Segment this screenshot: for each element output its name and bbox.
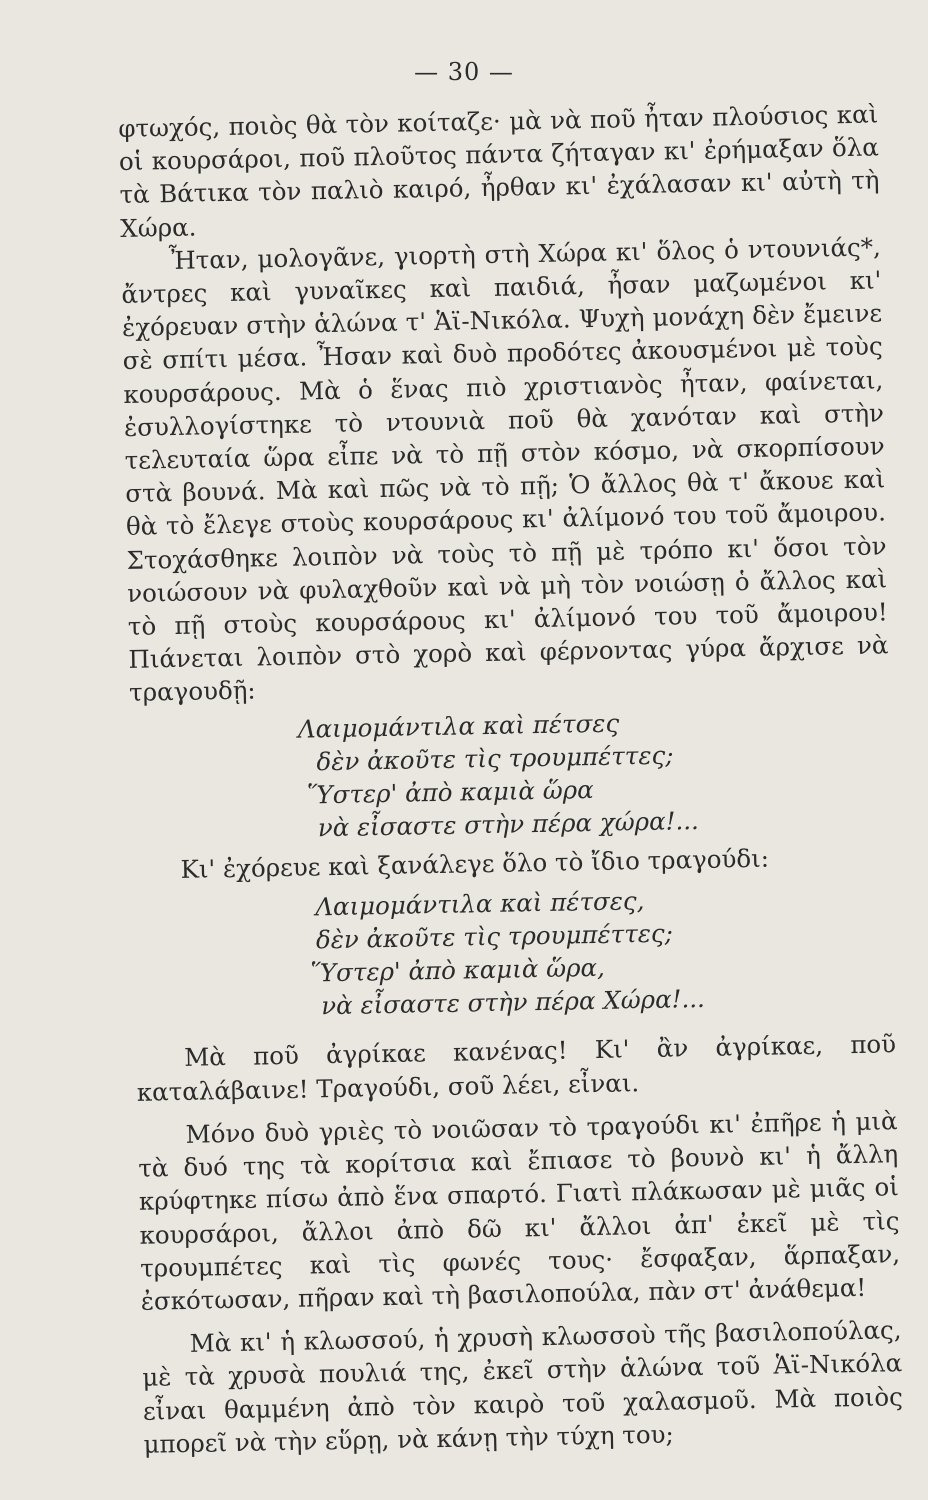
verse-line: νὰ εἶσαστε στὴν πέρα Χώρα!... <box>320 984 706 1021</box>
verse-line: δὲν ἀκοῦτε τὶς τρουμπέττες; <box>316 740 674 777</box>
paragraph-5: Μόνο δυὸ γριὲς τὸ νοιῶσαν τὸ τραγούδι κι' ἐπῆρε ἡ μιὰ τὰ δυό της τὰ κορίτσια καὶ ἔπιασε τὸ βουνὸ κι' ἡ ἄλλη κρύφτηκε πίσω ἀπὸ ἕνα σπαρτό. Γιατὶ πλάκωσαν μὲ μιᾶς οἱ κουρσάροι, ἄλλοι ἀπὸ δῶ κι' ἄλλοι ἀπ' ἐκεῖ μὲ τὶς τρουμπέτες καὶ τὶς φωνές τους· ἔσφαξαν, ἅρπαξαν, ἐσκότωσαν, πῆραν καὶ τὴ βασιλοπούλα, πὰν στ' ἀνάθεμα! <box>138 1106 901 1316</box>
song-verse-1 <box>130 701 892 848</box>
paragraph-2: Ἦταν, μολογᾶνε, γιορτὴ στὴ Χώρα κι' ὅλος ὁ ντουνιάς*, ἄντρες καὶ γυναῖκες καὶ παιδιά, ἦσαν μαζωμένοι κι' ἐχόρευαν στὴν ἁλώνα τ' Ἁϊ-Νικόλα. Ψυχὴ μονάχη δὲν ἔμεινε σὲ σπίτι μέσα. Ἦσαν καὶ δυὸ προδότες ἀκουσμένοι μὲ τοὺς κουρσάρους. Μὰ ὁ ἕνας πιὸ χριστιανὸς ἦταν, φαίνεται, ἐσυλλογίστηκε τὸ ντουνιὰ ποῦ θὰ χανόταν καὶ στὴν τελευταία ὥρα εἶπε νὰ τὸ πῇ στὸν κόσμο, νὰ σκορπίσουν στὰ βουνά. Μὰ καὶ πῶς νὰ τὸ πῇ; Ὁ ἄλλος θὰ τ' ἄκουε καὶ θὰ τὸ ἔλεγε στοὺς κουρσάρους κι' ἀλίμονό του τοῦ ἄμοιρου. Στοχάσθηκε λοιπὸν νὰ τοὺς τὸ πῇ μὲ τρόπο κι' ὅσοι τὸν νοιώσουν νὰ φυλαχθοῦν καὶ νὰ μὴ τὸν νοιώσῃ ὁ ἄλλος καὶ τὸ πῇ στοὺς κουρσάρους κι' ἀλίμονό του τοῦ ἄμοιρου! Πιάνεται λοιπὸν στὸ χορὸ καὶ φέρνοντας γύρα ἄρχισε νὰ τραγουδῇ: <box>121 232 889 708</box>
page-number: — 30 — <box>414 58 514 86</box>
paragraph-1: φτωχός, ποιὸς θὰ τὸν κοίταζε· μὰ νὰ ποῦ ἦταν πλούσιος καὶ οἱ κουρσάροι, ποῦ πλοῦτος πάντα ζήταγαν κι' ἐρήμαξαν ὅλα τὰ Βάτικα τὸν παλιὸ καιρό, ἦρθαν κι' ἐχάλασαν κι' αὐτὴ τὴ Χώρα. <box>118 99 880 243</box>
verse-line: Ὕστερ' ἀπὸ καμιὰ ὥρα <box>306 775 594 810</box>
page-text <box>118 97 904 1460</box>
verse-line: Ὕστερ' ἀπὸ καμιὰ ὥρα, <box>310 952 606 988</box>
paragraph-6: Μὰ κι' ἡ κλωσσού, ἡ χρυσὴ κλωσσοὺ τῆς βασιλοπούλας, μὲ τὰ χρυσὰ πουλιά της, ἐκεῖ στὴν ἁλώνα τοῦ Ἁϊ-Νικόλα εἶναι θαμμένη ἀπὸ τὸν καιρὸ τοῦ χαλασμοῦ. Μὰ ποιὸς μπορεῖ νὰ τὴν εὕρῃ, νὰ κάνῃ τὴν τύχη του; <box>142 1315 904 1459</box>
verse-line: Λαιμομάντιλα καὶ πέτσες <box>297 708 620 744</box>
verse-line: Λαιμομάντιλα καὶ πέτσες, <box>315 885 645 922</box>
verse-line: νὰ εἶσαστε στὴν πέρα χώρα!... <box>317 806 700 843</box>
paragraph-3: Κι' ἐχόρευε καὶ ξανάλεγε ὅλο τὸ ἴδιο τραγούδι: <box>180 844 770 885</box>
paragraph-4: Μὰ ποῦ ἀγρίκαε κανένας! Κι' ἂν ἀγρίκαε, ποῦ καταλάβαινε! Τραγούδι, σοῦ λέει, εἶναι. <box>136 1029 897 1107</box>
song-verse-2 <box>133 879 895 1026</box>
verse-line: δὲν ἀκοῦτε τὶς τρουμπέττες; <box>315 918 674 955</box>
